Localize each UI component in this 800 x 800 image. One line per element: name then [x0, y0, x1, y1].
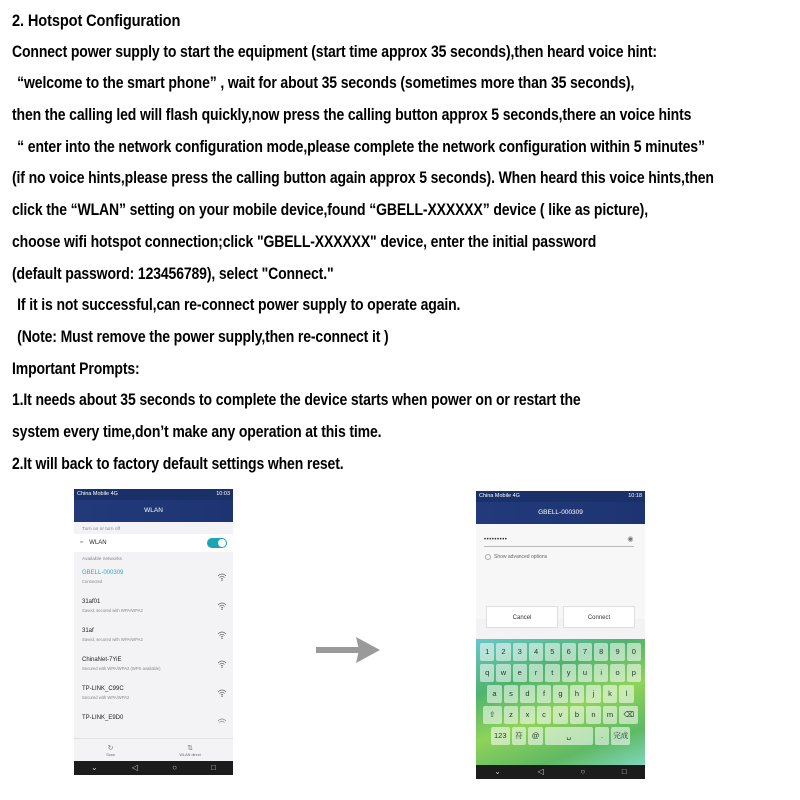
- wifi-icon: ≈: [80, 540, 84, 546]
- key[interactable]: i: [594, 664, 608, 682]
- password-value: •••••••••: [484, 537, 508, 543]
- key[interactable]: y: [562, 664, 576, 682]
- key[interactable]: v: [553, 706, 568, 724]
- advanced-checkbox[interactable]: [485, 554, 491, 560]
- network-item[interactable]: [74, 680, 233, 709]
- key[interactable]: a: [487, 685, 502, 703]
- key[interactable]: l: [619, 685, 634, 703]
- key[interactable]: m: [603, 706, 618, 724]
- refresh-icon: ↻: [107, 744, 114, 752]
- wlan-label: WLAN: [89, 540, 107, 546]
- phone-wlan-screenshot: [74, 489, 233, 775]
- text-line: (default password: 123456789), select "Connect.": [12, 264, 334, 283]
- wifi-signal-icon: [217, 630, 227, 640]
- key[interactable]: 8: [594, 643, 608, 661]
- key[interactable]: w: [496, 664, 510, 682]
- recents-icon[interactable]: □: [211, 763, 216, 772]
- advanced-label: Show advanced options: [494, 554, 548, 560]
- keyboard-row: [479, 643, 642, 661]
- status-bar: [476, 491, 645, 502]
- home-icon[interactable]: ○: [172, 763, 177, 772]
- instruction-document: [12, 8, 796, 483]
- network-item[interactable]: [74, 709, 233, 738]
- right-arrow-icon: [316, 636, 382, 664]
- chevron-down-icon[interactable]: ⌄: [494, 767, 501, 776]
- wlan-toggle-switch[interactable]: [207, 538, 227, 548]
- chevron-down-icon[interactable]: ⌄: [91, 763, 98, 772]
- carrier-label: China Mobile 4G: [77, 491, 118, 497]
- key[interactable]: x: [520, 706, 535, 724]
- back-icon[interactable]: ◁: [537, 767, 544, 776]
- space-key[interactable]: ␣: [545, 727, 593, 745]
- key[interactable]: 2: [496, 643, 510, 661]
- connect-button[interactable]: Connect: [563, 606, 635, 628]
- cancel-button[interactable]: Cancel: [486, 606, 558, 628]
- text-line: 2.It will back to factory default settings when reset.: [12, 454, 344, 473]
- text-line: (Note: Must remove the power supply,then re-connect it ): [17, 327, 389, 346]
- key[interactable]: r: [529, 664, 543, 682]
- wlan-direct-icon: ⇅: [187, 744, 194, 752]
- key[interactable]: 0: [627, 643, 641, 661]
- key[interactable]: t: [545, 664, 559, 682]
- clock-label: 10:18: [628, 493, 642, 499]
- key[interactable]: 3: [513, 643, 527, 661]
- carrier-label: China Mobile 4G: [479, 493, 520, 499]
- wifi-signal-icon: [217, 659, 227, 669]
- text-line: If it is not successful,can re-connect power supply to operate again.: [17, 296, 461, 315]
- android-nav-bar: [476, 765, 645, 779]
- network-item[interactable]: [74, 564, 233, 593]
- key[interactable]: e: [513, 664, 527, 682]
- key[interactable]: h: [570, 685, 585, 703]
- network-status: Secured with WPA/WPA2 (WPS available): [82, 666, 161, 671]
- screen-title: WLAN: [74, 500, 233, 522]
- key[interactable]: n: [586, 706, 601, 724]
- section-heading: 2. Hotspot Configuration: [12, 11, 181, 30]
- key[interactable]: f: [537, 685, 552, 703]
- key[interactable]: p: [627, 664, 641, 682]
- home-icon[interactable]: ○: [580, 767, 586, 776]
- key[interactable]: q: [480, 664, 494, 682]
- text-line: 1.It needs about 35 seconds to complete the device starts when power on or restart the: [12, 391, 581, 410]
- network-status: Connected: [82, 579, 103, 584]
- wifi-signal-icon: [217, 688, 227, 698]
- done-key[interactable]: 完成: [611, 727, 630, 745]
- eye-icon[interactable]: ◉: [627, 536, 634, 543]
- network-name: TP-LINK_C99C: [82, 686, 124, 692]
- key[interactable]: 1: [480, 643, 494, 661]
- key[interactable]: k: [603, 685, 618, 703]
- scan-button[interactable]: [106, 744, 115, 757]
- key[interactable]: 6: [562, 643, 576, 661]
- network-name: 31af: [82, 628, 94, 634]
- phone-password-screenshot: [476, 491, 645, 779]
- network-status: Saved, secured with WPA/WPA2: [82, 608, 143, 613]
- network-name: ChinaNet-7YiE: [82, 657, 122, 663]
- key[interactable]: s: [504, 685, 519, 703]
- text-line: “ enter into the network configuration mode,please complete the network configuration within 5 minutes”: [17, 137, 705, 156]
- wlan-direct-label: WLAN direct: [179, 752, 201, 757]
- network-name: 31af01: [82, 599, 101, 605]
- shift-key[interactable]: ⇧: [483, 706, 502, 724]
- dialog-title: GBELL-000309: [476, 502, 645, 524]
- bottom-action-bar: [74, 738, 233, 761]
- text-line: click the “WLAN” setting on your mobile device,found “GBELL-XXXXXX” device ( like as picture),: [12, 201, 648, 220]
- recents-icon[interactable]: □: [621, 767, 627, 776]
- numeric-switch-key[interactable]: 123: [491, 727, 510, 745]
- key[interactable]: 4: [529, 643, 543, 661]
- text-line: system every time,don’t make any operation at this time.: [12, 422, 382, 441]
- key[interactable]: c: [537, 706, 552, 724]
- key[interactable]: d: [520, 685, 535, 703]
- network-name: TP-LINK_E9D0: [82, 715, 124, 721]
- key[interactable]: g: [553, 685, 568, 703]
- back-icon[interactable]: ◁: [131, 763, 139, 772]
- wlan-direct-button[interactable]: [179, 744, 200, 757]
- text-line: “welcome to the smart phone” , wait for about 35 seconds (sometimes more than 35 seconds),: [17, 74, 635, 93]
- key[interactable]: 5: [545, 643, 559, 661]
- key[interactable]: 9: [610, 643, 624, 661]
- keyboard-row: [479, 706, 642, 724]
- scan-label: Scan: [106, 752, 115, 757]
- soft-keyboard: [476, 639, 645, 765]
- wlan-toggle-row[interactable]: [74, 534, 233, 552]
- status-bar: [74, 489, 233, 500]
- prompts-heading: Important Prompts:: [12, 359, 140, 378]
- text-line: Connect power supply to start the equipment (start time approx 35 seconds),then heard voice hint:: [12, 42, 657, 61]
- symbol-key[interactable]: 符: [512, 727, 527, 745]
- wifi-signal-icon: [217, 601, 227, 611]
- backspace-key[interactable]: ⌫: [619, 706, 638, 724]
- network-item[interactable]: [74, 593, 233, 622]
- key[interactable]: z: [504, 706, 519, 724]
- keyboard-row: [479, 727, 642, 745]
- clock-label: 10:03: [216, 491, 230, 497]
- turn-on-off-label: Turn on or turn off: [82, 527, 121, 532]
- android-nav-bar: [74, 761, 233, 775]
- available-networks-label: Available networks: [82, 557, 122, 562]
- key[interactable]: o: [610, 664, 624, 682]
- key[interactable]: .: [595, 727, 610, 745]
- network-item[interactable]: [74, 622, 233, 651]
- text-line: choose wifi hotspot connection;click "GBELL-XXXXXX" device, enter the initial password: [12, 232, 597, 251]
- password-dialog: [476, 524, 645, 619]
- network-item[interactable]: [74, 651, 233, 680]
- network-status: Saved, secured with WPA/WPA2: [82, 637, 143, 642]
- network-name: GBELL-000309: [82, 570, 124, 576]
- wifi-signal-icon: [217, 572, 227, 582]
- key[interactable]: u: [578, 664, 592, 682]
- keyboard-row: [479, 664, 642, 682]
- key[interactable]: @: [528, 727, 543, 745]
- wifi-signal-icon: [217, 717, 227, 727]
- network-status: Secured with WPA/WPA2: [82, 695, 130, 700]
- keyboard-row: [479, 685, 642, 703]
- key[interactable]: j: [586, 685, 601, 703]
- password-field[interactable]: [484, 534, 634, 547]
- text-line: then the calling led will flash quickly,now press the calling button approx 5 seconds,there an voice hints: [12, 106, 692, 125]
- key[interactable]: 7: [578, 643, 592, 661]
- key[interactable]: b: [570, 706, 585, 724]
- show-advanced-option[interactable]: [485, 554, 547, 560]
- text-line: (if no voice hints,please press the calling button again approx 5 seconds). When heard this voice hints,then: [12, 169, 714, 188]
